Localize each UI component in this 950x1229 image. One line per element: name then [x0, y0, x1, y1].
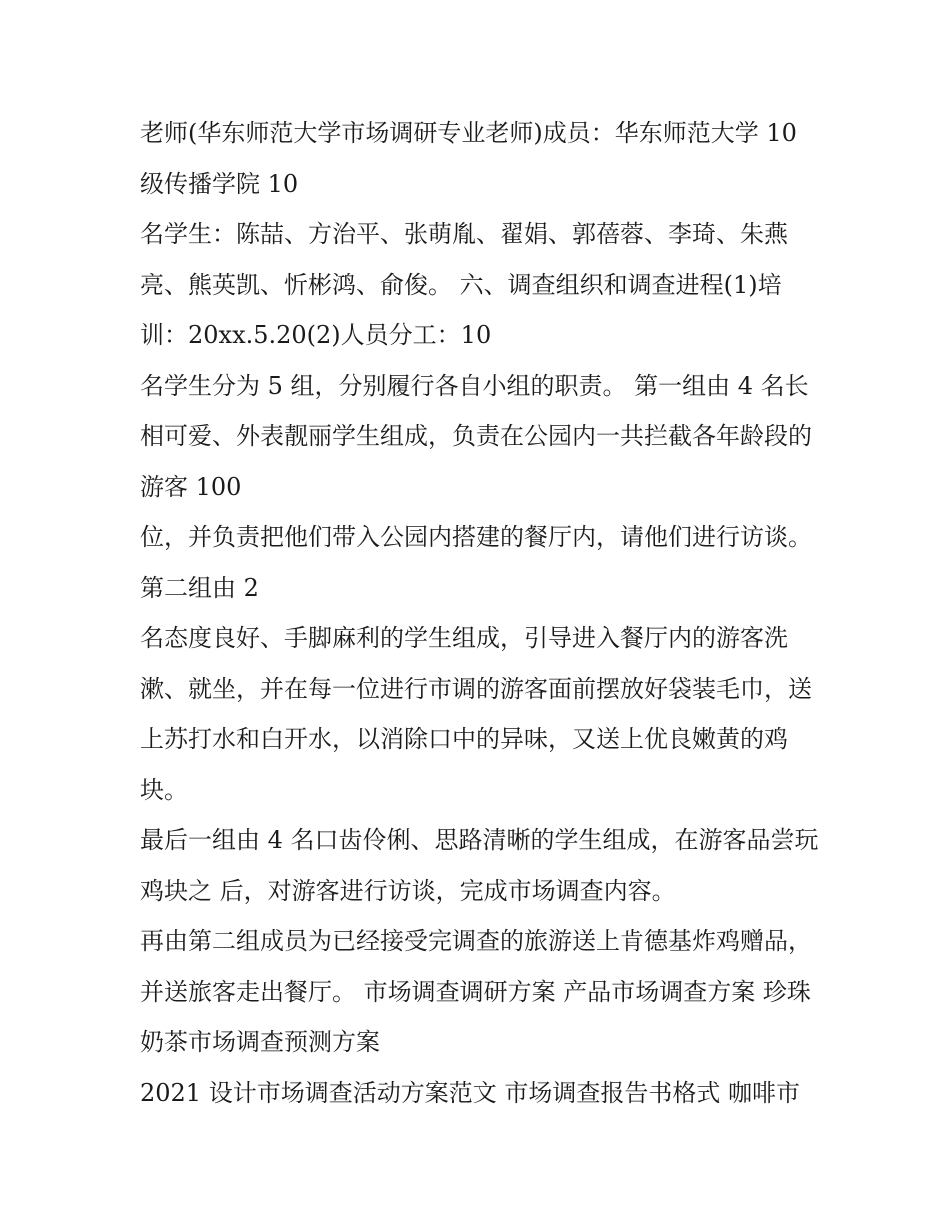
paragraph: 老师(华东师范大学市场调研专业老师)成员：华东师范大学 10 级传播学院 10 — [140, 119, 805, 198]
paragraph: 名学生分为 5 组，分别履行各自小组的职责。 第一组由 4 名长相可爱、外表靓丽学生组成，负责在公园内一共拦截各年龄段的游客 100 — [140, 371, 812, 501]
paragraph: 名学生：陈喆、方治平、张萌胤、翟娟、郭蓓蓉、李琦、朱燕亮、熊英凯、忻彬鸿、俞俊。 六、调查组织和调查进程(1)培训：20xx.5.20(2)人员分工：10 — [140, 220, 788, 349]
document-body — [140, 108, 820, 1118]
paragraph: 2021 设计市场调查活动方案范文 市场调查报告书格式 咖啡市 — [140, 1078, 800, 1107]
paragraph: 名态度良好、手脚麻利的学生组成，引导进入餐厅内的游客洗漱、就坐，并在每一位进行市调的游客面前摆放好袋装毛巾，送上苏打水和白开水，以消除口中的异味，又送上优良嫩黄的鸡块。 — [140, 624, 812, 804]
paragraph: 再由第二组成员为已经接受完调查的旅游送上肯德基炸鸡赠品，并送旅客走出餐厅。 市场调查调研方案 产品市场调查方案 珍珠奶茶市场调查预测方案 — [140, 927, 812, 1056]
paragraph: 最后一组由 4 名口齿伶俐、思路清晰的学生组成，在游客品尝玩鸡块之 后，对游客进行访谈，完成市场调查内容。 — [140, 826, 819, 905]
paragraph: 位，并负责把他们带入公园内搭建的餐厅内，请他们进行访谈。 第二组由 2 — [140, 523, 820, 602]
